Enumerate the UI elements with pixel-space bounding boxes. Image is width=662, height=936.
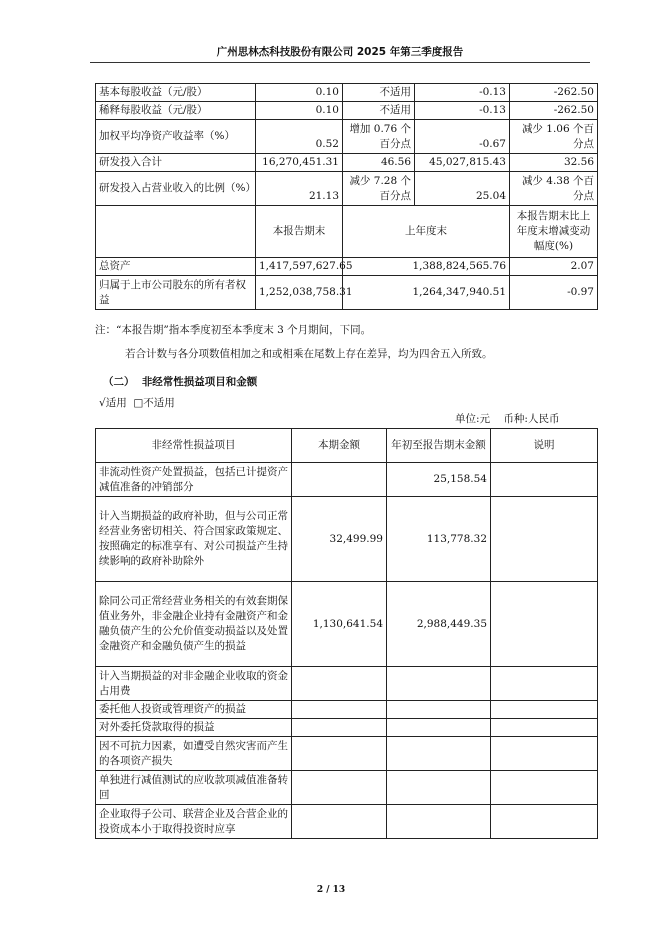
period-end-header: 本报告期末 <box>256 206 343 258</box>
current-amount <box>292 719 387 737</box>
non-recurring-items-table <box>95 428 598 839</box>
table-row <box>96 276 598 310</box>
current-value: 16,270,451.31 <box>256 154 343 172</box>
ytd-amount <box>387 737 491 771</box>
ytd-amount <box>387 805 491 839</box>
current-value: 0.52 <box>256 120 343 154</box>
current-amount <box>292 463 387 497</box>
current-value: 21.13 <box>256 172 343 206</box>
table-row <box>96 102 598 120</box>
item-description: 除同公司正常经营业务相关的有效套期保值业务外，非金融企业持有金融资产和金融负债产生的公允价值变动损益以及处置金融资产和金融负债产生的损益 <box>96 582 292 667</box>
currency-label: 币种:人民币 <box>503 413 560 425</box>
current-value: 0.10 <box>256 102 343 120</box>
ytd-change: -262.50 <box>510 84 598 102</box>
rounding-note: 若合计数与各分项数值相加之和或相乘在尾数上存在差异，均为四舍五入所致。 <box>125 348 493 360</box>
ytd-column-header: 年初至报告期末金额 <box>387 429 491 463</box>
row-label: 研发投入占营业收入的比例（%） <box>96 172 256 206</box>
current-change: 不适用 <box>343 102 415 120</box>
current-change: 不适用 <box>343 84 415 102</box>
table-row <box>96 258 598 276</box>
row-label: 基本每股收益（元/股） <box>96 84 256 102</box>
ytd-amount <box>387 667 491 701</box>
ytd-value: 25.04 <box>415 172 510 206</box>
current-change: 减少 7.28 个百分点 <box>343 172 415 206</box>
row-label: 归属于上市公司股东的所有者权益 <box>96 276 256 310</box>
row-label: 加权平均净资产收益率（%） <box>96 120 256 154</box>
current-amount <box>292 737 387 771</box>
ytd-value: 45,027,815.43 <box>415 154 510 172</box>
ytd-amount: 113,778.32 <box>387 497 491 582</box>
row-label: 总资产 <box>96 258 256 276</box>
unit-label: 单位:元 <box>455 413 491 425</box>
item-note <box>491 771 598 805</box>
item-description: 因不可抗力因素，如遭受自然灾害而产生的各项资产损失 <box>96 737 292 771</box>
report-header: 广州思林杰科技股份有限公司 2025 年第三季度报告 <box>216 46 464 58</box>
item-note <box>491 719 598 737</box>
current-amount <box>292 771 387 805</box>
ytd-change: -262.50 <box>510 102 598 120</box>
ytd-amount <box>387 719 491 737</box>
ytd-amount: 25,158.54 <box>387 463 491 497</box>
sub-header-row <box>96 206 598 258</box>
not-applicable-option: □不适用 <box>133 397 175 409</box>
current-amount: 1,130,641.54 <box>292 582 387 667</box>
item-note <box>491 737 598 771</box>
current-amount <box>292 805 387 839</box>
row-label: 研发投入合计 <box>96 154 256 172</box>
current-change: 46.56 <box>343 154 415 172</box>
section-heading <box>103 374 257 389</box>
table-row <box>96 497 598 582</box>
item-column-header: 非经常性损益项目 <box>96 429 292 463</box>
table-row <box>96 701 598 719</box>
applicability-options <box>99 395 175 410</box>
item-description: 非流动性资产处置损益，包括已计提资产减值准备的冲销部分 <box>96 463 292 497</box>
page-number: 2 / 13 <box>316 885 346 895</box>
change-rate-header: 本报告期末比上年度末增减变动幅度(%) <box>510 206 598 258</box>
table-row <box>96 120 598 154</box>
item-description: 计入当期损益的政府补助，但与公司正常经营业务密切相关、符合国家政策规定、按照确定的标准享有、对公司损益产生持续影响的政府补助除外 <box>96 497 292 582</box>
ytd-amount <box>387 771 491 805</box>
table-row <box>96 719 598 737</box>
table-row <box>96 805 598 839</box>
period-note: 注：“本报告期”指本季度初至本季度末 3 个月期间，下同。 <box>95 324 372 336</box>
table-row <box>96 172 598 206</box>
table-row <box>96 154 598 172</box>
current-amount: 32,499.99 <box>292 497 387 582</box>
table-row <box>96 582 598 667</box>
item-description: 计入当期损益的对非金融企业收取的资金占用费 <box>96 667 292 701</box>
item-note <box>491 805 598 839</box>
current-column-header: 本期金额 <box>292 429 387 463</box>
financial-indicators-table <box>95 83 598 310</box>
ytd-change: 32.56 <box>510 154 598 172</box>
item-description: 单独进行减值测试的应收款项减值准备转回 <box>96 771 292 805</box>
table-row <box>96 84 598 102</box>
current-value: 0.10 <box>256 84 343 102</box>
applicable-option: √适用 <box>99 397 127 409</box>
item-description: 企业取得子公司、联营企业及合营企业的投资成本小于取得投资时应享 <box>96 805 292 839</box>
current-amount <box>292 667 387 701</box>
item-note <box>491 701 598 719</box>
unit-line <box>455 411 559 426</box>
row-label: 稀释每股收益（元/股） <box>96 102 256 120</box>
table-row <box>96 771 598 805</box>
prior-year-end-header: 上年度末 <box>343 206 510 258</box>
item-note <box>491 497 598 582</box>
ytd-change: 减少 4.38 个百分点 <box>510 172 598 206</box>
ytd-amount: 2,988,449.35 <box>387 582 491 667</box>
change-rate-value: 2.07 <box>510 258 598 276</box>
header-divider <box>90 62 590 63</box>
prior-year-end-value: 1,264,347,940.51 <box>343 276 510 310</box>
ytd-value: -0.13 <box>415 84 510 102</box>
period-end-value: 1,252,038,758.31 <box>256 276 343 310</box>
ytd-change: 减少 1.06 个百分点 <box>510 120 598 154</box>
item-note <box>491 582 598 667</box>
table-row <box>96 667 598 701</box>
ytd-value: -0.13 <box>415 102 510 120</box>
current-amount <box>292 701 387 719</box>
current-change: 增加 0.76 个百分点 <box>343 120 415 154</box>
item-note <box>491 463 598 497</box>
table-row <box>96 737 598 771</box>
ytd-value: -0.67 <box>415 120 510 154</box>
section-title: 非经常性损益项目和金额 <box>141 376 258 388</box>
section-number: （二） <box>103 376 135 388</box>
note-column-header: 说明 <box>491 429 598 463</box>
prior-year-end-value: 1,388,824,565.76 <box>343 258 510 276</box>
table-row <box>96 463 598 497</box>
period-end-value: 1,417,597,627.65 <box>256 258 343 276</box>
item-description: 委托他人投资或管理资产的损益 <box>96 701 292 719</box>
item-note <box>491 667 598 701</box>
blank-cell <box>96 206 256 258</box>
change-rate-value: -0.97 <box>510 276 598 310</box>
item-description: 对外委托贷款取得的损益 <box>96 719 292 737</box>
ytd-amount <box>387 701 491 719</box>
